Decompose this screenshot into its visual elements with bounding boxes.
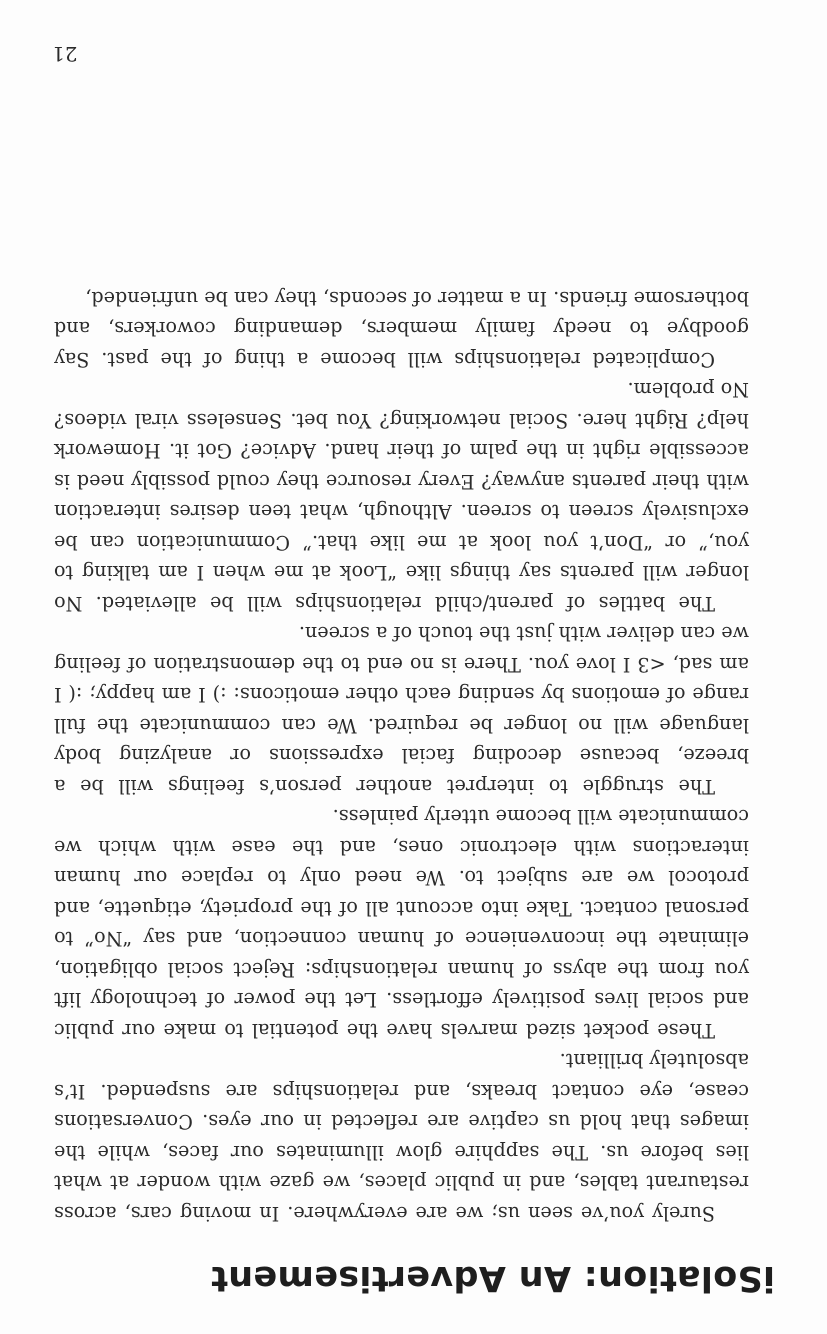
paragraph: The battles of parent/child relationships will be alleviated. No longer will parents say things like “Look at me when I am talking to you,” or “Don’t you look at me like that.” Communication can be exclusively screen to screen. Although, what teen desires interaction with their parents anyway? Every resource they could possibly need is accessible right in the palm of their hand. Advice? Got it. Homework help? Right here. Social networking? You bet. Senseless viral videos? No problem.	[54, 378, 749, 615]
page-title: iSolation: An Advertisement	[210, 1258, 775, 1298]
paragraph: These pocket sized marvels have the potential to make our public and social lives positively effortless. Let the power of technology lift you from the abyss of human relationships: Reject social obligation, eliminate the inconvenience of human connection, and say “No” to personal contact. Take into account all of the propriety, etiquette, and protocol we are subject to. We need only to replace our human interactions with electronic ones, and the ease with which we communicate will become utterly painless.	[54, 805, 749, 1042]
paragraph: Complicated relationships will become a thing of the past. Say goodbye to needy family members, demanding coworkers, and bothersome friends. In a matter of seconds, they can be unfriended,	[54, 287, 749, 371]
body-text	[54, 283, 749, 1229]
paragraph: Surely you’ve seen us; we are everywhere. In moving cars, across restaurant tables, and in public places, we gaze with wonder at what lies before us. The sapphire glow illuminates our faces, while the images that hold us captive are reflected in our eyes. Conversations cease, eye contact breaks, and relationships are suspended. It’s absolutely brilliant.	[54, 1049, 749, 1225]
page-number: 21	[52, 42, 78, 66]
paragraph: The struggle to interpret another person’s feelings will be a breeze, because decoding facial expressions or analyzing body language will no longer be required. We can communicate the full range of emotions by sending each other emoticons: :) I am happy; :( I am sad, <3 I love you. There is no end to the demonstration of feeling we can deliver with just the touch of a screen.	[54, 622, 749, 798]
